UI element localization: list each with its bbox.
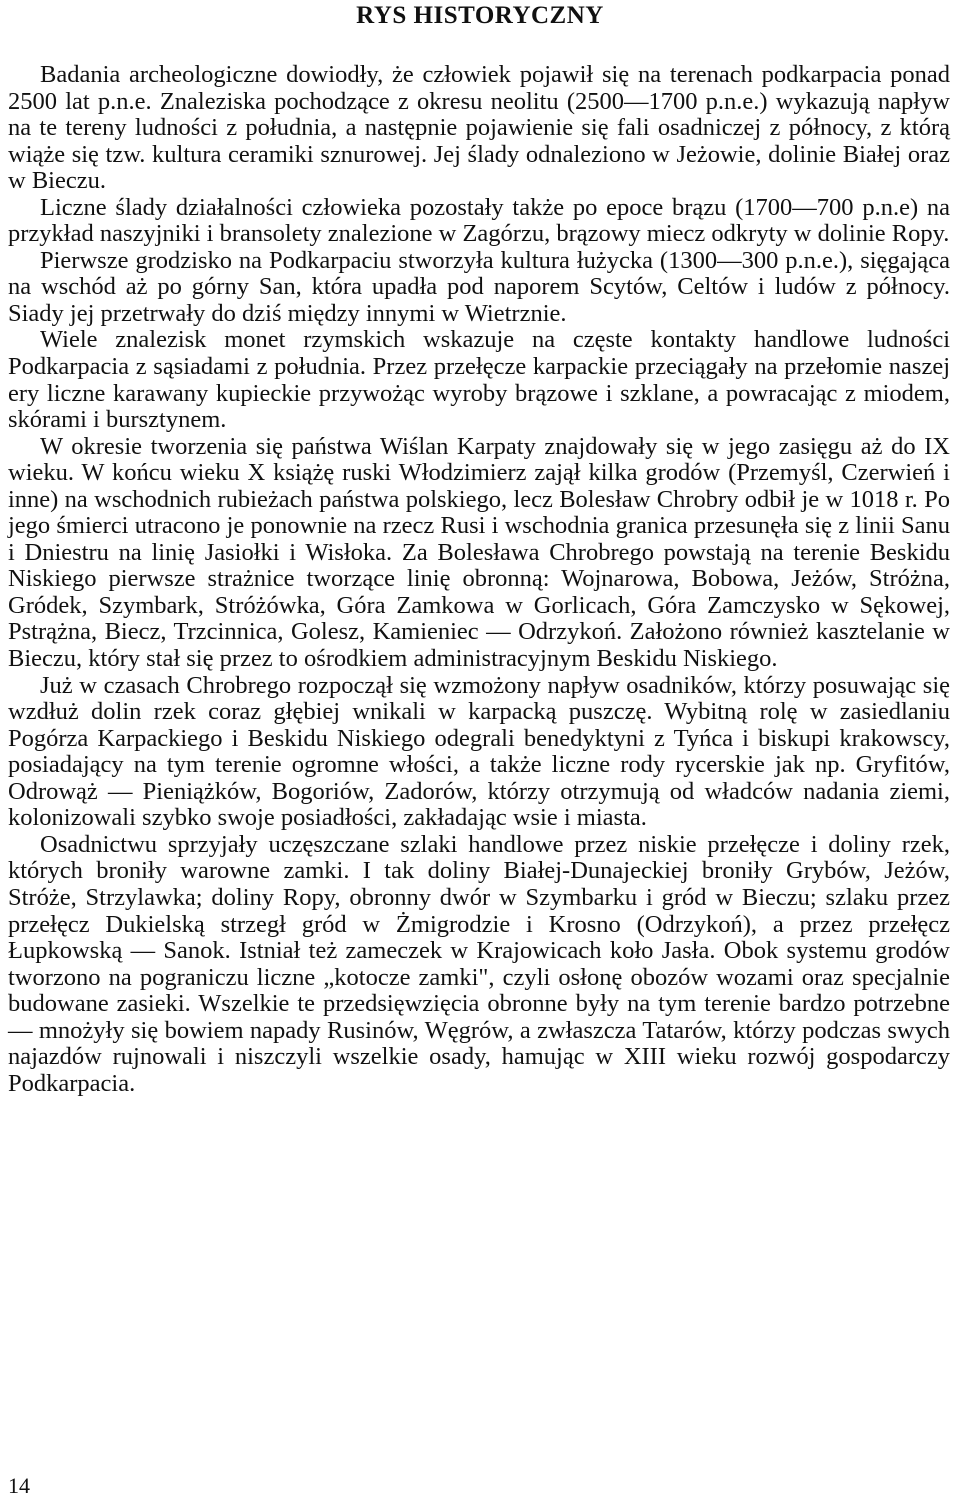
paragraph-3: Pierwsze grodzisko na Podkarpaciu stworzyła kultura łużycka (1300—300 p.n.e.), sięgająca na wschód aż po górny San, która upadła pod naporem Scytów, Celtów i ludów z północy. Siady jej przetrwały do dziś między innymi w Wietrznie.	[8, 246, 950, 327]
paragraph-6: Już w czasach Chrobrego rozpoczął się wzmożony napływ osadników, którzy posuwając się wzdłuż dolin rzek coraz głębiej wnikali w karpacką puszczę. Wybitną rolę w zasiedlaniu Pogórza Karpackiego i Beskidu Niskiego odegrali benedyktyni z Tyńca i biskupi krakowscy, posiadający na tym terenie ogromne włości, a także liczne rody rycerskie jak np. Gryfitów, Odrowąż — Pieniążków, Bogoriów, Zadorów, którzy otrzymują od władców nadania ziemi, kolonizowali szybko swoje posiadłości, zakładając wsie i miasta.	[8, 671, 950, 832]
paragraph-1: Badania archeologiczne dowiodły, że człowiek pojawił się na terenach podkarpacia ponad 2500 lat p.n.e. Znaleziska pochodzące z okresu neolitu (2500—1700 p.n.e.) wykazują napływ na te tereny ludności z południa, a następnie pojawienie się fali osadniczej z północy, z którą wiąże się tzw. kultura ceramiki sznurowej. Jej ślady odnaleziono w Jeżowie, dolinie Białej oraz w Bieczu.	[8, 61, 950, 195]
paragraph-2: Liczne ślady działalności człowieka pozostały także po epoce brązu (1700—700 p.n.e) na przykład naszyjniki i bransolety znalezione w Zagórzu, brązowy miecz odkryty w dolinie Ropy.	[8, 193, 950, 248]
page-number: 14	[8, 1473, 30, 1498]
paragraph-5: W okresie tworzenia się państwa Wiślan Karpaty znajdowały się w jego zasięgu aż do IX wieku. W końcu wieku X książę ruski Włodzimierz zajął kilka grodów (Przemyśl, Czerwień i inne) na wschodnich rubieżach państwa polskiego, lecz Bolesław Chrobry odbił je w 1018 r. Po jego śmierci utracono je ponownie na rzecz Rusi i wschodnia granica przesunęła się z linii Sanu i Dniestru na linię Jasiołki i Wisłoka. Za Bolesława Chrobrego powstają na terenie Beskidu Niskiego pierwsze strażnice tworzące linię obronną: Wojnarowa, Bobowa, Jeżów, Stróżna, Gródek, Szymbark, Stróżówka, Góra Zamkowa w Gorlicach, Góra Zamczysko w Sękowej, Pstrążna, Biecz, Trzcinnica, Golesz, Kamieniec — Odrzykoń. Założono również kasztelanie w Bieczu, który stał się przez to ośrodkiem administracyjnym Beskidu Niskiego.	[8, 432, 950, 673]
article-body	[8, 62, 950, 1097]
page-title: RYS HISTORYCZNY	[356, 2, 604, 29]
paragraph-4: Wiele znalezisk monet rzymskich wskazuje na częste kontakty handlowe ludności Podkarpacia z sąsiadami z południa. Przez przełęcze karpackie przeciągały na przełomie naszej ery liczne karawany kupieckie przywożąc wyroby brązowe i szklane, a powracając z miodem, skórami i bursztynem.	[8, 326, 950, 434]
paragraph-7: Osadnictwu sprzyjały uczęszczane szlaki handlowe przez niskie przełęcze i doliny rzek, których broniły warowne zamki. I tak doliny Białej-Dunajeckiej broniły Grybów, Jeżów, Stróże, Strzylawka; doliny Ropy, obronny dwór w Szymbarku i gród w Bieczu; szlaku przez przełęcz Dukielską strzegł gród w Żmigrodzie i Krosno (Odrzykoń), a przez przełęcz Łupkowską — Sanok. Istniał też zameczek w Krajowicach koło Jasła. Obok systemu grodów tworzono na pograniczu liczne „kotocze zamki", czyli osłonę obozów wozami oraz specjalnie budowane zasieki. Wszelkie te przedsięwzięcia obronne były na tym terenie bardzo potrzebne — mnożyły się bowiem napady Rusinów, Węgrów, a zwłaszcza Tatarów, którzy podczas swych najazdów rujnowali i niszczyli wszelkie osady, hamując w XIII wieku rozwój gospodarczy Podkarpacia.	[8, 830, 950, 1097]
